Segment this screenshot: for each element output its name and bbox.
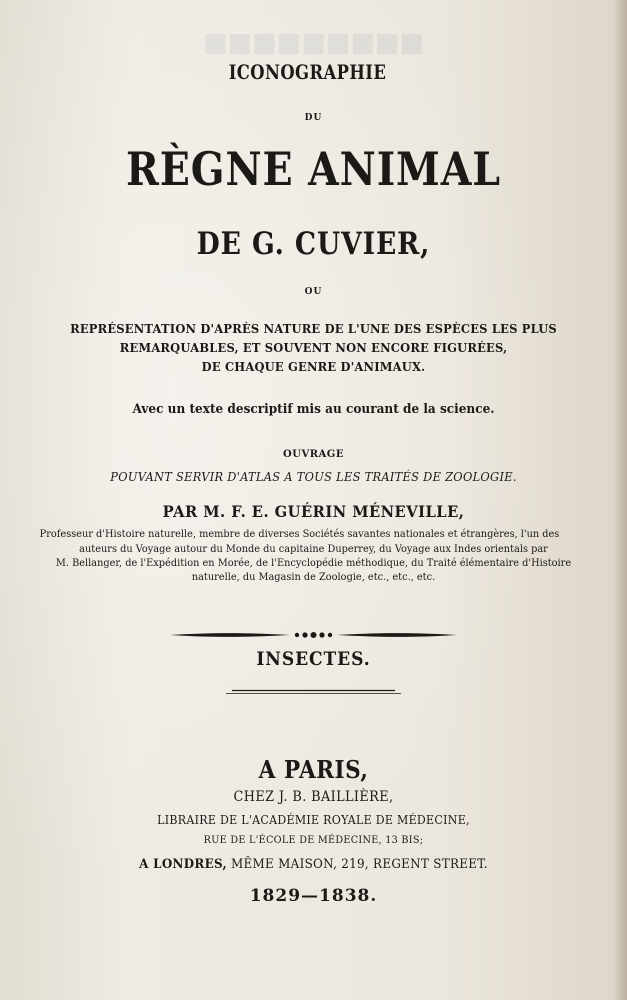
imprint-london-address: MÊME MAISON, 219, REGENT STREET. bbox=[226, 857, 488, 872]
double-rule-icon bbox=[0, 688, 627, 696]
descriptive-text-note: Avec un texte descriptif mis au courant de la science. bbox=[132, 402, 495, 417]
author-title-line: Professeur d'Histoire naturelle, membre de diverses Sociétés savantes nationales et étrangères, l'un des bbox=[39, 528, 560, 540]
imprint-london-label: A LONDRES, bbox=[139, 857, 227, 872]
section-heading: INSECTES. bbox=[256, 648, 371, 670]
description-line: REMARQUABLES, ET SOUVENT NON ENCORE FIGURÉES, bbox=[119, 340, 508, 355]
description-line: REPRÉSENTATION D'APRÈS NATURE DE L'UNE DES ESPÈCES LES PLUS bbox=[70, 321, 557, 336]
ornamental-rule-icon bbox=[0, 628, 627, 642]
label-ouvrage: OUVRAGE bbox=[283, 449, 344, 460]
author-title-line: M. Bellanger, de l'Expédition en Morée, de l'Encyclopédie méthodique, du Traité élémentaire d'Histoire bbox=[55, 557, 572, 569]
imprint-london bbox=[25, 857, 602, 872]
imprint-publisher-title: LIBRAIRE DE L'ACADÉMIE ROYALE DE MÉDECINE, bbox=[157, 813, 470, 827]
imprint-address: RUE DE L'ÉCOLE DE MÉDECINE, 13 BIS; bbox=[203, 834, 424, 846]
heading-du: DU bbox=[304, 113, 323, 123]
connector-ou: OU bbox=[304, 287, 323, 297]
author-name: PAR M. F. E. GUÉRIN MÉNEVILLE, bbox=[162, 502, 465, 521]
imprint-publisher: CHEZ J. B. BAILLIÈRE, bbox=[233, 789, 394, 805]
page-edge-shadow bbox=[613, 0, 627, 1000]
atlas-note: POUVANT SERVIR D'ATLAS A TOUS LES TRAITÉS DE ZOOLOGIE. bbox=[110, 470, 517, 484]
main-title: RÈGNE ANIMAL bbox=[126, 142, 501, 196]
imprint-city: A PARIS, bbox=[258, 755, 369, 784]
author-title-line: auteurs du Voyage autour du Monde du capitaine Duperrey, du Voyage aux Indes orientals par bbox=[79, 543, 548, 555]
imprint-years: 1829—1838. bbox=[249, 886, 378, 906]
bleed-through-text: ■■■■■■■■■ bbox=[202, 28, 425, 58]
description-line: DE CHAQUE GENRE D'ANIMAUX. bbox=[201, 359, 426, 374]
heading-iconographie: ICONOGRAPHIE bbox=[228, 60, 387, 84]
subtitle-cuvier: DE G. CUVIER, bbox=[196, 226, 431, 262]
author-title-line: naturelle, du Magasin de Zoologie, etc., etc., etc. bbox=[191, 571, 436, 583]
